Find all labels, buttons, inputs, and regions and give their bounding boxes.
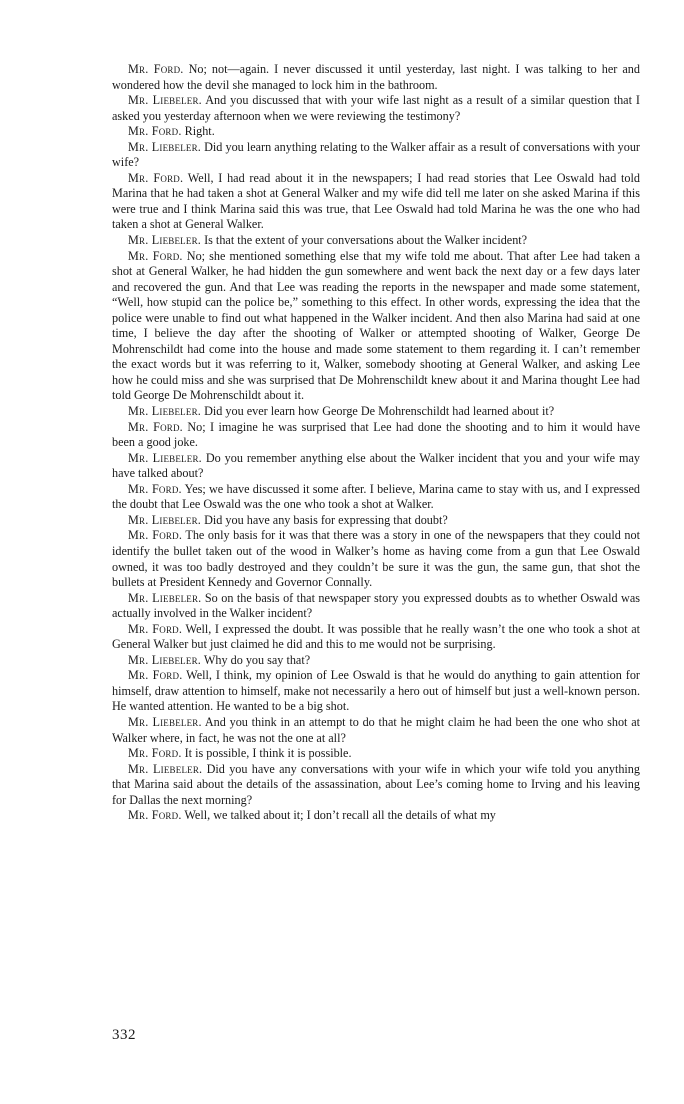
testimony-paragraph xyxy=(112,653,640,669)
testimony-paragraph xyxy=(112,451,640,482)
testimony-text: No; I imagine he was surprised that Lee had done the shooting and to him it would have been a good joke. xyxy=(112,419,641,450)
speaker-label: Mr. Ford. xyxy=(128,170,184,185)
testimony-text: The only basis for it was that there was a story in one of the newspapers that they could not identify the bullet taken out of the wood in Walker’s home as having come from a gun that Lee Oswald owned, it was too badly destroyed and they couldn’t be sure it was the gun, the same gun, that shot the bullets at President Kennedy and Governor Connally. xyxy=(112,528,640,590)
testimony-text: Why do you say that? xyxy=(201,652,311,667)
speaker-label: Mr. Liebeler. xyxy=(128,761,203,776)
speaker-label: Mr. Liebeler. xyxy=(128,450,202,465)
speaker-label: Mr. Liebeler. xyxy=(128,714,202,729)
speaker-label: Mr. Ford. xyxy=(128,62,184,76)
testimony-text: Did you learn anything relating to the Walker affair as a result of conversations with your wife? xyxy=(112,139,640,170)
testimony-text: Well, I think, my opinion of Lee Oswald is that he would do anything to gain attention for himself, draw attention to himself, make not necessarily a hero out of himself but just a well-known person. He wanted attention. He wanted to be a big shot. xyxy=(112,668,640,714)
testimony-paragraph xyxy=(112,622,640,653)
testimony-paragraph xyxy=(112,808,640,824)
speaker-label: Mr. Liebeler. xyxy=(128,512,202,527)
testimony-paragraph xyxy=(112,62,640,93)
speaker-label: Mr. Liebeler. xyxy=(128,233,202,248)
testimony-text: Well, we talked about it; I don’t recall all the details of what my xyxy=(181,808,496,823)
testimony-paragraph xyxy=(112,124,640,140)
testimony-paragraph xyxy=(112,715,640,746)
speaker-label: Mr. Liebeler. xyxy=(128,590,202,605)
speaker-label: Mr. Ford. xyxy=(128,808,182,823)
testimony-paragraph xyxy=(112,171,640,233)
speaker-label: Mr. Ford. xyxy=(128,124,182,139)
testimony-text: Did you have any basis for expressing that doubt? xyxy=(201,512,448,527)
testimony-paragraph xyxy=(112,513,640,529)
testimony-text: So on the basis of that newspaper story you expressed doubts as to whether Oswald was actually involved in the Walker incident? xyxy=(112,590,640,621)
testimony-paragraph xyxy=(112,404,640,420)
testimony-text: Did you ever learn how George De Mohrenschildt had learned about it? xyxy=(201,404,555,419)
testimony-paragraph xyxy=(112,762,640,809)
testimony-paragraph xyxy=(112,249,640,404)
testimony-paragraph xyxy=(112,591,640,622)
testimony-text: Well, I expressed the doubt. It was possible that he really wasn’t the one who took a shot at General Walker but just claimed he did and this to me would not be surprising. xyxy=(112,621,640,652)
speaker-label: Mr. Ford. xyxy=(128,746,182,761)
speaker-label: Mr. Liebeler. xyxy=(128,652,202,667)
speaker-label: Mr. Liebeler. xyxy=(128,139,202,154)
testimony-text: No; not—again. I never discussed it until yesterday, last night. I was talking to her and wondered how the devil she managed to lock him in the bathroom. xyxy=(112,62,640,92)
testimony-text: Is that the extent of your conversations about the Walker incident? xyxy=(201,233,528,248)
testimony-text: And you think in an attempt to do that he might claim he had been the one who shot at Walker where, in fact, he was not the one at all? xyxy=(112,714,640,745)
transcript-page xyxy=(112,62,640,824)
speaker-label: Mr. Ford. xyxy=(128,621,183,636)
testimony-text: Do you remember anything else about the Walker incident that you and your wife may have talked about? xyxy=(112,450,640,481)
testimony-text: Yes; we have discussed it some after. I believe, Marina came to stay with us, and I expressed the doubt that Lee Oswald was the one who took a shot at Walker. xyxy=(112,481,641,512)
speaker-label: Mr. Liebeler. xyxy=(128,93,202,108)
speaker-label: Mr. Liebeler. xyxy=(128,404,202,419)
testimony-paragraph xyxy=(112,482,640,513)
testimony-paragraph xyxy=(112,420,640,451)
testimony-text: And you discussed that with your wife last night as a result of a similar question that I asked you yesterday afternoon when we were reviewing the testimony? xyxy=(112,93,640,123)
speaker-label: Mr. Ford. xyxy=(128,668,183,683)
testimony-paragraph xyxy=(112,233,640,249)
testimony-text: No; she mentioned something else that my wife told me about. That after Lee had taken a shot at General Walker, he had hidden the gun somewhere and went back the next day or a few days later and recovered the gun. And that Lee was reading the reports in the newspaper and made some statement, “Well, how stupid can the police be,” something to this effect. In other words, expressing the idea that the police were unable to find out what happened in the Walker incident. And then also Marina had said at one time, I believe the day after the shooting of Walker or attempted shooting of Walker, George De Mohrenschildt had come into the house and made some statement to them regarding it. I can’t remember the exact words but it was referring to it, Walker, somebody shooting at General Walker, and asking Lee how he could miss and she was surprised that De Mohrenschildt knew about it and Marina thought Lee had told George De Mohrenschildt about it. xyxy=(112,248,640,403)
testimony-paragraph xyxy=(112,668,640,715)
speaker-label: Mr. Ford. xyxy=(128,419,183,434)
testimony-text: Did you have any conversations with your wife in which your wife told you anything that Marina said about the details of the assassination, about Lee’s coming home to Irving and his leaving for Dallas the next morning? xyxy=(112,761,640,807)
testimony-text: Well, I had read about it in the newspapers; I had read stories that Lee Oswald had told Marina that he had taken a shot at General Walker and my wife did tell me later on she asked Marina if this were true and I think Marina said this was true, that Lee Oswald had told Marina he was the one who had taken a shot at General Walker. xyxy=(112,170,640,232)
speaker-label: Mr. Ford. xyxy=(128,528,183,543)
page-number: 332 xyxy=(112,1027,136,1043)
testimony-text: It is possible, I think it is possible. xyxy=(181,746,352,761)
testimony-paragraph xyxy=(112,93,640,124)
testimony-paragraph xyxy=(112,528,640,590)
testimony-paragraph xyxy=(112,746,640,762)
speaker-label: Mr. Ford. xyxy=(128,248,183,263)
testimony-paragraph xyxy=(112,140,640,171)
testimony-text: Right. xyxy=(181,124,215,139)
speaker-label: Mr. Ford. xyxy=(128,481,182,496)
